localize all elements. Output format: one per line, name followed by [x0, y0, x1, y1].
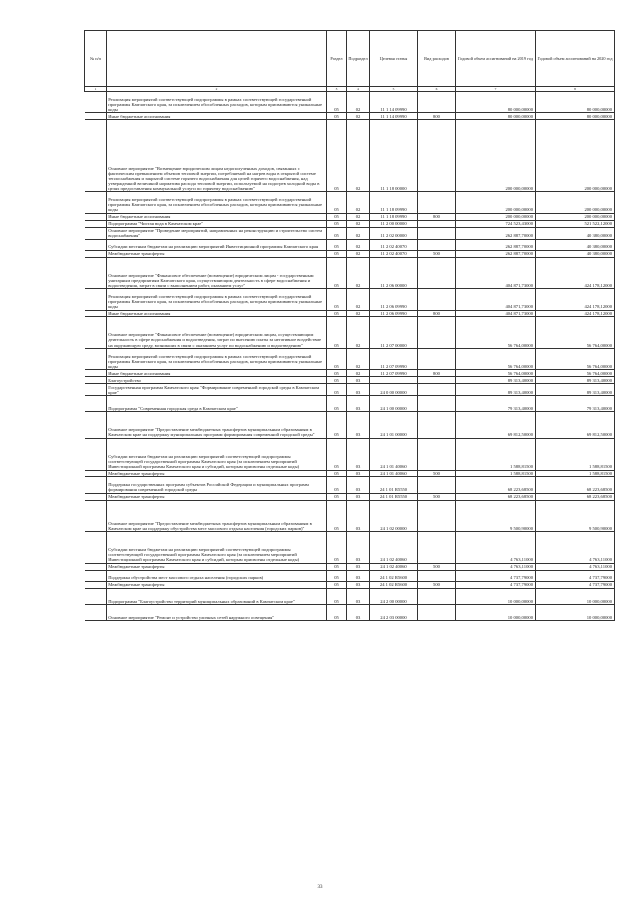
amount-2020-cell: 10 000,00000 [536, 588, 615, 604]
table-body [85, 91, 615, 621]
amount-2019-cell: 404 871,73000 [456, 310, 536, 317]
target-article-cell: 24 1 01 R5550 [370, 477, 418, 493]
target-article-cell: 11 2 02 40070 [370, 239, 418, 250]
subsection-cell: 03 [347, 412, 370, 439]
amount-2019-cell: 262 887,70000 [456, 227, 536, 239]
expense-type-cell [418, 477, 456, 493]
subsection-cell: 02 [347, 250, 370, 257]
table-row [85, 412, 615, 439]
expense-type-cell [418, 438, 456, 470]
amount-2020-cell: 40 380,00000 [536, 250, 615, 257]
subsection-cell: 02 [347, 120, 370, 192]
row-name-cell: Межбюджетные трансферты [107, 470, 327, 477]
amount-2019-cell: 69 812,50000 [456, 412, 536, 439]
amount-2020-cell: 89 313,40000 [536, 384, 615, 396]
target-article-cell: 11 2 07 09990 [370, 349, 418, 370]
row-number-cell [85, 120, 107, 192]
expense-type-cell [418, 500, 456, 532]
expense-type-cell: 800 [418, 113, 456, 120]
expense-type-cell: 500 [418, 581, 456, 588]
target-article-cell: 11 1 18 09990 [370, 192, 418, 213]
subsection-cell: 02 [347, 192, 370, 213]
target-article-cell: 24 1 02 40060 [370, 532, 418, 564]
row-number-cell [85, 310, 107, 317]
target-article-cell: 11 1 18 09990 [370, 213, 418, 220]
table-row [85, 470, 615, 477]
header-amount-2020: Годовой объем ассигнований на 2020 год [536, 31, 615, 87]
amount-2020-cell: 4 737,79000 [536, 570, 615, 581]
expense-type-cell [418, 227, 456, 239]
section-cell: 05 [327, 289, 347, 310]
budget-table-container [84, 30, 614, 621]
page-number: 33 [317, 885, 323, 890]
table-row [85, 438, 615, 470]
target-article-cell: 24 2 00 00000 [370, 588, 418, 604]
target-article-cell: 11 2 06 09990 [370, 310, 418, 317]
row-number-cell [85, 470, 107, 477]
column-number: 1 [85, 86, 107, 91]
table-row [85, 588, 615, 604]
amount-2019-cell: 79 313,40000 [456, 396, 536, 412]
row-number-cell [85, 532, 107, 564]
section-cell: 05 [327, 310, 347, 317]
amount-2020-cell: 521 522,12000 [536, 220, 615, 227]
amount-2020-cell: 1 588,81500 [536, 438, 615, 470]
column-number: 5 [370, 86, 418, 91]
amount-2019-cell: 200 000,00000 [456, 120, 536, 192]
target-article-cell: 11 2 06 00000 [370, 257, 418, 289]
subsection-cell: 02 [347, 220, 370, 227]
amount-2019-cell: 10 000,00000 [456, 588, 536, 604]
budget-table [84, 30, 615, 621]
expense-type-cell: 500 [418, 250, 456, 257]
target-article-cell: 24 1 01 40060 [370, 438, 418, 470]
amount-2020-cell: 56 764,00000 [536, 349, 615, 370]
target-article-cell: 11 2 07 00000 [370, 317, 418, 349]
row-name-cell: Межбюджетные трансферты [107, 581, 327, 588]
amount-2020-cell: 424 178,12000 [536, 289, 615, 310]
expense-type-cell [418, 384, 456, 396]
row-number-cell [85, 220, 107, 227]
amount-2020-cell: 424 178,12000 [536, 310, 615, 317]
amount-2020-cell: 40 380,00000 [536, 239, 615, 250]
section-cell: 05 [327, 227, 347, 239]
row-number-cell [85, 250, 107, 257]
table-row [85, 317, 615, 349]
row-number-cell [85, 384, 107, 396]
row-name-cell: Поддержка обустройства мест массового отдыха населения (городских парков) [107, 570, 327, 581]
target-article-cell: 11 1 14 09990 [370, 113, 418, 120]
row-name-cell: Основное мероприятие "Финансовое обеспечение (возмещение) юридическим лицам, осуществляющим деятельность в сфере водоснабжения и водоотведения, затрат по внесению платы за негативное воздействие на окружающую среду, возникших в связи с оказанием услуг по водоснабжению и водоотведению" [107, 317, 327, 349]
section-cell: 05 [327, 500, 347, 532]
target-article-cell: 24 1 02 R5600 [370, 581, 418, 588]
row-name-cell: Иные бюджетные ассигнования [107, 113, 327, 120]
table-row [85, 220, 615, 227]
subsection-cell: 02 [347, 227, 370, 239]
expense-type-cell [418, 91, 456, 112]
amount-2020-cell: 4 763,11000 [536, 563, 615, 570]
section-cell: 05 [327, 120, 347, 192]
row-name-cell: Основное мероприятие "Возмещение юридическим лицам недополученных доходов, связанных с фактическим превышением объемов тепловой энергии, потребляемой на нагрев воды в открытой системе теплоснабжения и закрытой системе горячего водоснабжения для целей горячего водоснабжения, над утвержденной величиной норматива расхода тепловой энергии, используемой на подогрев холодной воды в целях предоставления коммунальной услуги по горячему водоснабжению" [107, 120, 327, 192]
header-name [107, 31, 327, 87]
table-row [85, 120, 615, 192]
amount-2020-cell: 56 764,00000 [536, 317, 615, 349]
table-row [85, 477, 615, 493]
table-row [85, 227, 615, 239]
subsection-cell: 03 [347, 470, 370, 477]
amount-2019-cell: 10 000,00000 [456, 605, 536, 621]
amount-2020-cell: 200 000,00000 [536, 120, 615, 192]
row-number-cell [85, 500, 107, 532]
amount-2020-cell: 68 223,68500 [536, 493, 615, 500]
column-number: 4 [347, 86, 370, 91]
table-row [85, 493, 615, 500]
section-cell: 05 [327, 239, 347, 250]
amount-2020-cell: 40 380,00000 [536, 227, 615, 239]
section-cell: 05 [327, 532, 347, 564]
header-expense-type: Вид расходов [418, 31, 456, 87]
amount-2019-cell: 68 223,68500 [456, 477, 536, 493]
subsection-cell: 02 [347, 113, 370, 120]
target-article-cell: 11 2 02 00000 [370, 227, 418, 239]
target-article-cell: 24 1 02 R5600 [370, 570, 418, 581]
table-row [85, 500, 615, 532]
table-row [85, 349, 615, 370]
amount-2019-cell: 4 763,11000 [456, 563, 536, 570]
target-article-cell: 11 2 00 00000 [370, 220, 418, 227]
section-cell: 05 [327, 257, 347, 289]
row-name-cell: Реализация мероприятий соответствующей подпрограммы в рамках соответствующей государственной программы Камчатского края, за исключением обособленных расходов, которым присваиваются уникальные коды [107, 289, 327, 310]
target-article-cell: 11 2 07 09990 [370, 370, 418, 377]
section-cell: 05 [327, 412, 347, 439]
table-row [85, 563, 615, 570]
table-header [85, 31, 615, 92]
section-cell: 05 [327, 192, 347, 213]
row-number-cell [85, 317, 107, 349]
section-cell: 05 [327, 570, 347, 581]
amount-2019-cell: 9 500,90000 [456, 500, 536, 532]
amount-2019-cell: 56 764,00000 [456, 370, 536, 377]
row-name-cell: Реализация мероприятий соответствующей подпрограммы в рамках соответствующей государственной программы Камчатского края, за исключением обособленных расходов, которым присваиваются уникальные коды [107, 91, 327, 112]
row-number-cell [85, 349, 107, 370]
expense-type-cell [418, 192, 456, 213]
expense-type-cell [418, 220, 456, 227]
row-number-cell [85, 227, 107, 239]
table-row [85, 384, 615, 396]
amount-2020-cell: 9 500,90000 [536, 500, 615, 532]
amount-2019-cell: 200 000,00000 [456, 192, 536, 213]
subsection-cell: 03 [347, 532, 370, 564]
header-section: Раздел [327, 31, 347, 87]
row-name-cell: Подпрограмма "Благоустройство территорий муниципальных образований в Камчатском крае" [107, 588, 327, 604]
subsection-cell: 03 [347, 438, 370, 470]
section-cell: 05 [327, 493, 347, 500]
table-row [85, 605, 615, 621]
expense-type-cell [418, 588, 456, 604]
target-article-cell: 24 1 01 00000 [370, 412, 418, 439]
target-article-cell: 11 1 18 00000 [370, 120, 418, 192]
expense-type-cell [418, 239, 456, 250]
amount-2020-cell: 4 763,11000 [536, 532, 615, 564]
amount-2019-cell: 262 887,70000 [456, 250, 536, 257]
expense-type-cell: 800 [418, 370, 456, 377]
section-cell: 05 [327, 438, 347, 470]
header-target-article: Целевая статья [370, 31, 418, 87]
amount-2020-cell: 79 313,40000 [536, 396, 615, 412]
section-cell: 05 [327, 605, 347, 621]
subsection-cell: 03 [347, 570, 370, 581]
amount-2020-cell: 80 000,00000 [536, 91, 615, 112]
expense-type-cell: 500 [418, 470, 456, 477]
amount-2019-cell: 4 763,11000 [456, 532, 536, 564]
subsection-cell: 03 [347, 563, 370, 570]
row-name-cell: Подпрограмма "Современная городская среда в Камчатском крае" [107, 396, 327, 412]
amount-2020-cell: 424 178,12000 [536, 257, 615, 289]
amount-2020-cell: 68 223,68500 [536, 477, 615, 493]
section-cell: 05 [327, 91, 347, 112]
expense-type-cell [418, 570, 456, 581]
expense-type-cell [418, 349, 456, 370]
table-row [85, 377, 615, 384]
row-name-cell: Основное мероприятие "Проведение мероприятий, направленных на реконструкцию и строительство систем водоснабжения" [107, 227, 327, 239]
expense-type-cell: 500 [418, 493, 456, 500]
subsection-cell: 02 [347, 317, 370, 349]
column-number: 6 [418, 86, 456, 91]
target-article-cell [370, 377, 418, 384]
table-row [85, 257, 615, 289]
row-number-cell [85, 91, 107, 112]
row-name-cell: Межбюджетные трансферты [107, 493, 327, 500]
row-number-cell [85, 605, 107, 621]
subsection-cell: 03 [347, 396, 370, 412]
expense-type-cell [418, 396, 456, 412]
row-name-cell: Межбюджетные трансферты [107, 250, 327, 257]
row-name-cell: Поддержка государственных программ субъектов Российской Федерации и муниципальных программ формирования современной городской среды [107, 477, 327, 493]
expense-type-cell: 500 [418, 563, 456, 570]
section-cell: 05 [327, 470, 347, 477]
table-row [85, 239, 615, 250]
table-row [85, 396, 615, 412]
subsection-cell: 03 [347, 384, 370, 396]
row-number-cell [85, 570, 107, 581]
subsection-cell: 02 [347, 289, 370, 310]
row-number-cell [85, 438, 107, 470]
row-name-cell: Иные бюджетные ассигнования [107, 370, 327, 377]
section-cell: 05 [327, 349, 347, 370]
row-name-cell: Основное мероприятие "Предоставление межбюджетных трансфертов муниципальным образованиям в Камчатском крае на поддержку обустройства мест массового отдыха населения (городских парков)" [107, 500, 327, 532]
section-cell: 05 [327, 588, 347, 604]
section-cell: 05 [327, 213, 347, 220]
section-cell: 05 [327, 220, 347, 227]
section-cell: 05 [327, 581, 347, 588]
section-cell: 05 [327, 396, 347, 412]
subsection-cell: 03 [347, 500, 370, 532]
row-number-cell [85, 581, 107, 588]
amount-2019-cell: 89 313,40000 [456, 377, 536, 384]
header-number: № п/п [85, 31, 107, 87]
amount-2019-cell: 404 871,73000 [456, 289, 536, 310]
table-row [85, 570, 615, 581]
subsection-cell: 03 [347, 605, 370, 621]
row-number-cell [85, 588, 107, 604]
subsection-cell: 03 [347, 493, 370, 500]
section-cell: 05 [327, 477, 347, 493]
expense-type-cell: 800 [418, 310, 456, 317]
amount-2020-cell: 200 000,00000 [536, 213, 615, 220]
row-number-cell [85, 239, 107, 250]
section-cell: 05 [327, 563, 347, 570]
target-article-cell: 24 1 01 40060 [370, 470, 418, 477]
subsection-cell: 03 [347, 588, 370, 604]
amount-2019-cell: 89 313,40000 [456, 384, 536, 396]
section-cell: 05 [327, 317, 347, 349]
amount-2019-cell: 1 588,81500 [456, 470, 536, 477]
column-number: 2 [107, 86, 327, 91]
row-name-cell: Реализация мероприятий соответствующей подпрограммы в рамках соответствующей государственной программы Камчатского края, за исключением обособленных расходов, которым присваиваются уникальные коды [107, 192, 327, 213]
row-name-cell: Иные бюджетные ассигнования [107, 310, 327, 317]
target-article-cell: 11 1 14 09990 [370, 91, 418, 112]
row-name-cell: Субсидии местным бюджетам на реализацию мероприятий Инвестиционной программы Камчатского края [107, 239, 327, 250]
column-number: 3 [327, 86, 347, 91]
amount-2019-cell: 80 000,00000 [456, 91, 536, 112]
expense-type-cell [418, 317, 456, 349]
row-number-cell [85, 370, 107, 377]
amount-2019-cell: 80 000,00000 [456, 113, 536, 120]
table-row [85, 113, 615, 120]
subsection-cell: 02 [347, 91, 370, 112]
expense-type-cell: 800 [418, 213, 456, 220]
subsection-cell: 02 [347, 257, 370, 289]
amount-2020-cell: 89 313,40000 [536, 377, 615, 384]
subsection-cell: 03 [347, 377, 370, 384]
amount-2019-cell: 56 764,00000 [456, 317, 536, 349]
row-name-cell: Основное мероприятие "Ремонт и устройство уличных сетей наружного освещения" [107, 605, 327, 621]
target-article-cell: 24 0 00 00000 [370, 384, 418, 396]
section-cell: 05 [327, 250, 347, 257]
target-article-cell: 11 2 02 40070 [370, 250, 418, 257]
row-name-cell: Подпрограмма "Чистая вода в Камчатском крае" [107, 220, 327, 227]
row-number-cell [85, 192, 107, 213]
amount-2020-cell: 10 000,00000 [536, 605, 615, 621]
target-article-cell: 24 1 02 40060 [370, 563, 418, 570]
row-name-cell: Основное мероприятие "Предоставление межбюджетных трансфертов муниципальным образованиям в Камчатском крае на поддержку муниципальных программ формирования современной городской среды" [107, 412, 327, 439]
expense-type-cell [418, 377, 456, 384]
amount-2019-cell: 724 523,43000 [456, 220, 536, 227]
table-row [85, 581, 615, 588]
expense-type-cell [418, 412, 456, 439]
row-name-cell: Субсидии местным бюджетам на реализацию мероприятий соответствующей подпрограммы соответствующей государственной программы Камчатского края (за исключением мероприятий Инвестиционной программы Камчатского края и субсидий, которым присвоены отдельные коды) [107, 532, 327, 564]
amount-2019-cell: 1 588,81500 [456, 438, 536, 470]
table-row [85, 91, 615, 112]
table-row [85, 370, 615, 377]
column-number: 8 [536, 86, 615, 91]
expense-type-cell [418, 605, 456, 621]
subsection-cell: 02 [347, 349, 370, 370]
table-row [85, 192, 615, 213]
amount-2020-cell: 4 737,79000 [536, 581, 615, 588]
row-name-cell: Субсидии местным бюджетам на реализацию мероприятий соответствующей подпрограммы соответствующей государственной программы Камчатского края (за исключением мероприятий Инвестиционной программы Камчатского края и субсидий, которым присвоены отдельные коды) [107, 438, 327, 470]
subsection-cell: 02 [347, 239, 370, 250]
row-name-cell: Иные бюджетные ассигнования [107, 213, 327, 220]
target-article-cell: 11 2 06 09990 [370, 289, 418, 310]
target-article-cell: 24 1 01 R5550 [370, 493, 418, 500]
amount-2019-cell: 404 871,73000 [456, 257, 536, 289]
target-article-cell: 24 1 02 00000 [370, 500, 418, 532]
table-row [85, 289, 615, 310]
table-row [85, 532, 615, 564]
table-row [85, 250, 615, 257]
amount-2019-cell: 4 737,79000 [456, 570, 536, 581]
target-article-cell: 24 1 00 00000 [370, 396, 418, 412]
subsection-cell: 02 [347, 310, 370, 317]
column-number: 7 [456, 86, 536, 91]
section-cell: 05 [327, 113, 347, 120]
amount-2020-cell: 69 812,50000 [536, 412, 615, 439]
row-number-cell [85, 289, 107, 310]
row-number-cell [85, 257, 107, 289]
section-cell: 05 [327, 384, 347, 396]
amount-2019-cell: 56 764,00000 [456, 349, 536, 370]
row-number-cell [85, 563, 107, 570]
expense-type-cell [418, 532, 456, 564]
row-number-cell [85, 493, 107, 500]
row-number-cell [85, 377, 107, 384]
subsection-cell: 02 [347, 213, 370, 220]
row-number-cell [85, 113, 107, 120]
amount-2019-cell: 200 000,00000 [456, 213, 536, 220]
expense-type-cell [418, 257, 456, 289]
table-row [85, 310, 615, 317]
amount-2019-cell: 68 223,68500 [456, 493, 536, 500]
amount-2020-cell: 1 588,81500 [536, 470, 615, 477]
row-name-cell: Благоустройство [107, 377, 327, 384]
expense-type-cell [418, 289, 456, 310]
amount-2019-cell: 262 887,70000 [456, 239, 536, 250]
amount-2020-cell: 80 000,00000 [536, 113, 615, 120]
row-number-cell [85, 477, 107, 493]
amount-2020-cell: 56 764,00000 [536, 370, 615, 377]
target-article-cell: 24 2 03 00000 [370, 605, 418, 621]
amount-2019-cell: 4 737,79000 [456, 581, 536, 588]
row-name-cell: Государственная программа Камчатского края "Формирование современной городской среды в Камчатском крае" [107, 384, 327, 396]
section-cell: 05 [327, 377, 347, 384]
row-number-cell [85, 396, 107, 412]
subsection-cell: 02 [347, 370, 370, 377]
row-name-cell: Межбюджетные трансферты [107, 563, 327, 570]
subsection-cell: 03 [347, 477, 370, 493]
section-cell: 05 [327, 370, 347, 377]
row-name-cell: Основное мероприятие "Финансовое обеспечение (возмещение) юридическим лицам - государственным унитарным предприятиям Камчатского края, осуществляющим деятельность в сфере водоснабжения и водоотведения, затрат в связи с выполнением работ, оказанием услуг" [107, 257, 327, 289]
subsection-cell: 03 [347, 581, 370, 588]
row-number-cell [85, 412, 107, 439]
expense-type-cell [418, 120, 456, 192]
amount-2020-cell: 200 000,00000 [536, 192, 615, 213]
header-subsection: Подраздел [347, 31, 370, 87]
row-name-cell: Реализация мероприятий соответствующей подпрограммы в рамках соответствующей государственной программы Камчатского края, за исключением обособленных расходов, которым присваиваются уникальные коды [107, 349, 327, 370]
header-amount-2019: Годовой объем ассигнований на 2019 год [456, 31, 536, 87]
row-number-cell [85, 213, 107, 220]
table-row [85, 213, 615, 220]
